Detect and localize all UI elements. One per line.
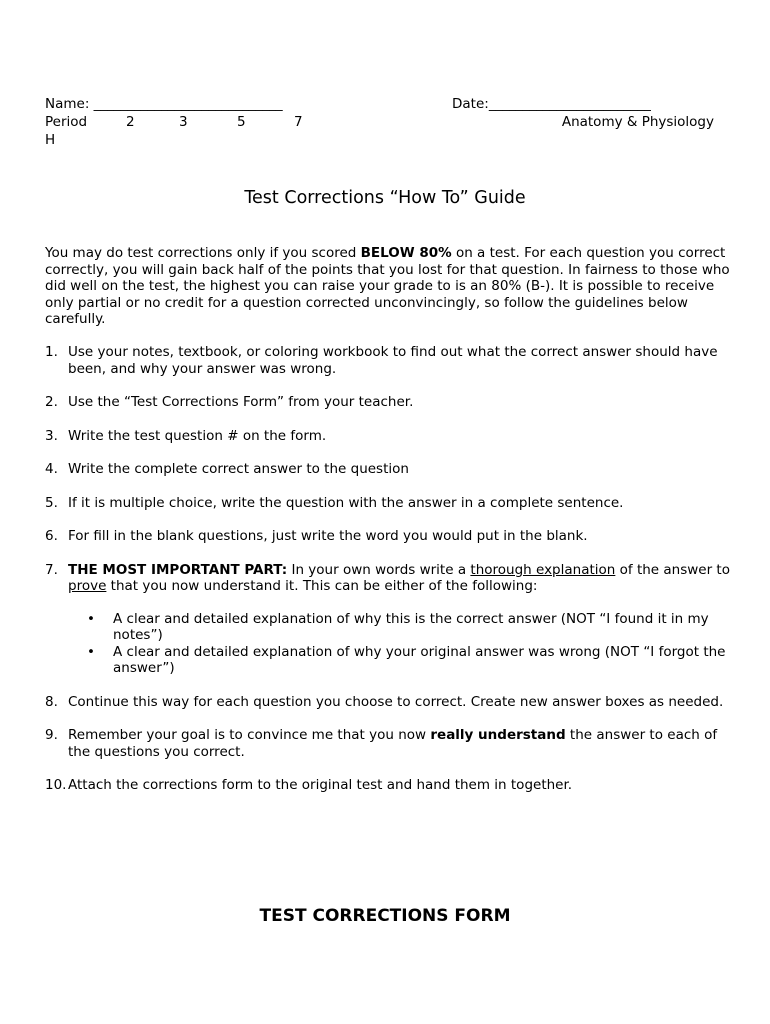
period-option: 2 [126, 114, 135, 130]
step-text: For fill in the blank questions, just write the word you would put in the blank. [68, 528, 588, 544]
period-option: 3 [179, 114, 188, 130]
step-text: that you now understand it. This can be either of the following: [106, 578, 538, 594]
bullet-item [68, 611, 735, 644]
step-text: In your own words write a [287, 561, 471, 578]
course-name: Anatomy & Physiology [561, 114, 714, 130]
step-item [45, 694, 735, 711]
step-item [45, 428, 735, 445]
explanation-options [68, 611, 735, 677]
step-text: Use the “Test Corrections Form” from your teacher. [68, 394, 414, 410]
bullet-icon: • [87, 643, 95, 660]
step-emphasis: really understand [430, 727, 566, 743]
step-item [45, 495, 735, 512]
name-field-label: Name: ____________________________ [45, 96, 283, 112]
bullet-icon: • [87, 610, 95, 627]
step-number: 3. [45, 427, 58, 444]
step-item [45, 528, 735, 545]
step-text: Remember your goal is to convince me that you now [68, 727, 431, 743]
step-number: 8. [45, 693, 58, 710]
underlined-word: prove [68, 578, 107, 594]
intro-paragraph [45, 245, 735, 328]
date-field-label: Date:________________________ [452, 96, 651, 112]
period-option-h: H [45, 132, 56, 148]
step-text: Write the complete correct answer to the question [68, 461, 409, 477]
step-text: Attach the corrections form to the original test and hand them in together. [68, 777, 573, 793]
step-item-most-important [45, 562, 735, 677]
step-emphasis: THE MOST IMPORTANT PART: [68, 561, 288, 578]
step-number: 2. [45, 394, 58, 410]
step-item [45, 777, 735, 794]
intro-text-rest: on a test. For each question you correct correctly, you will gain back half of the points that you lost for that question. In fairness to those who did well on the test, the highest you can raise your grade to is an 80% (B-). It is possible to receive only partial or no credit for a question corrected unconvincingly, so follow the guidelines below carefully. [45, 245, 730, 327]
form-section-title: TEST CORRECTIONS FORM [259, 906, 511, 926]
step-number: 6. [45, 528, 58, 544]
step-text: Use your notes, textbook, or coloring workbook to find out what the correct answer should have been, and why your answer was wrong. [68, 344, 718, 377]
period-label: Period [45, 114, 88, 130]
step-text: Write the test question # on the form. [68, 427, 327, 444]
intro-text: You may do test corrections only if you scored [45, 245, 361, 261]
step-number: 1. [45, 344, 58, 360]
step-item [45, 394, 735, 411]
bullet-text: A clear and detailed explanation of why your original answer was wrong (NOT “I forgot the answer”) [113, 643, 726, 676]
period-option: 7 [294, 114, 303, 130]
step-number: 9. [45, 727, 58, 743]
underlined-phrase: thorough explanation [470, 561, 616, 578]
step-item [45, 461, 735, 478]
step-number: 10. [45, 777, 67, 793]
bullet-item [68, 644, 735, 677]
step-text: of the answer to [615, 561, 730, 578]
bullet-text: A clear and detailed explanation of why this is the correct answer (NOT “I found it in my notes”) [113, 610, 709, 643]
instruction-steps [45, 344, 735, 811]
step-text: Continue this way for each question you choose to correct. Create new answer boxes as needed. [68, 693, 724, 710]
intro-threshold: BELOW 80% [360, 245, 452, 261]
step-number: 4. [45, 461, 58, 477]
period-option: 5 [237, 114, 246, 130]
step-number: 5. [45, 494, 58, 511]
step-number: 7. [45, 561, 58, 578]
step-text: the answer to each of the questions you correct. [68, 727, 718, 760]
page-title: Test Corrections “How To” Guide [244, 188, 526, 208]
step-item [45, 727, 735, 760]
step-item [45, 344, 735, 377]
step-text: If it is multiple choice, write the question with the answer in a complete sentence. [68, 494, 624, 511]
